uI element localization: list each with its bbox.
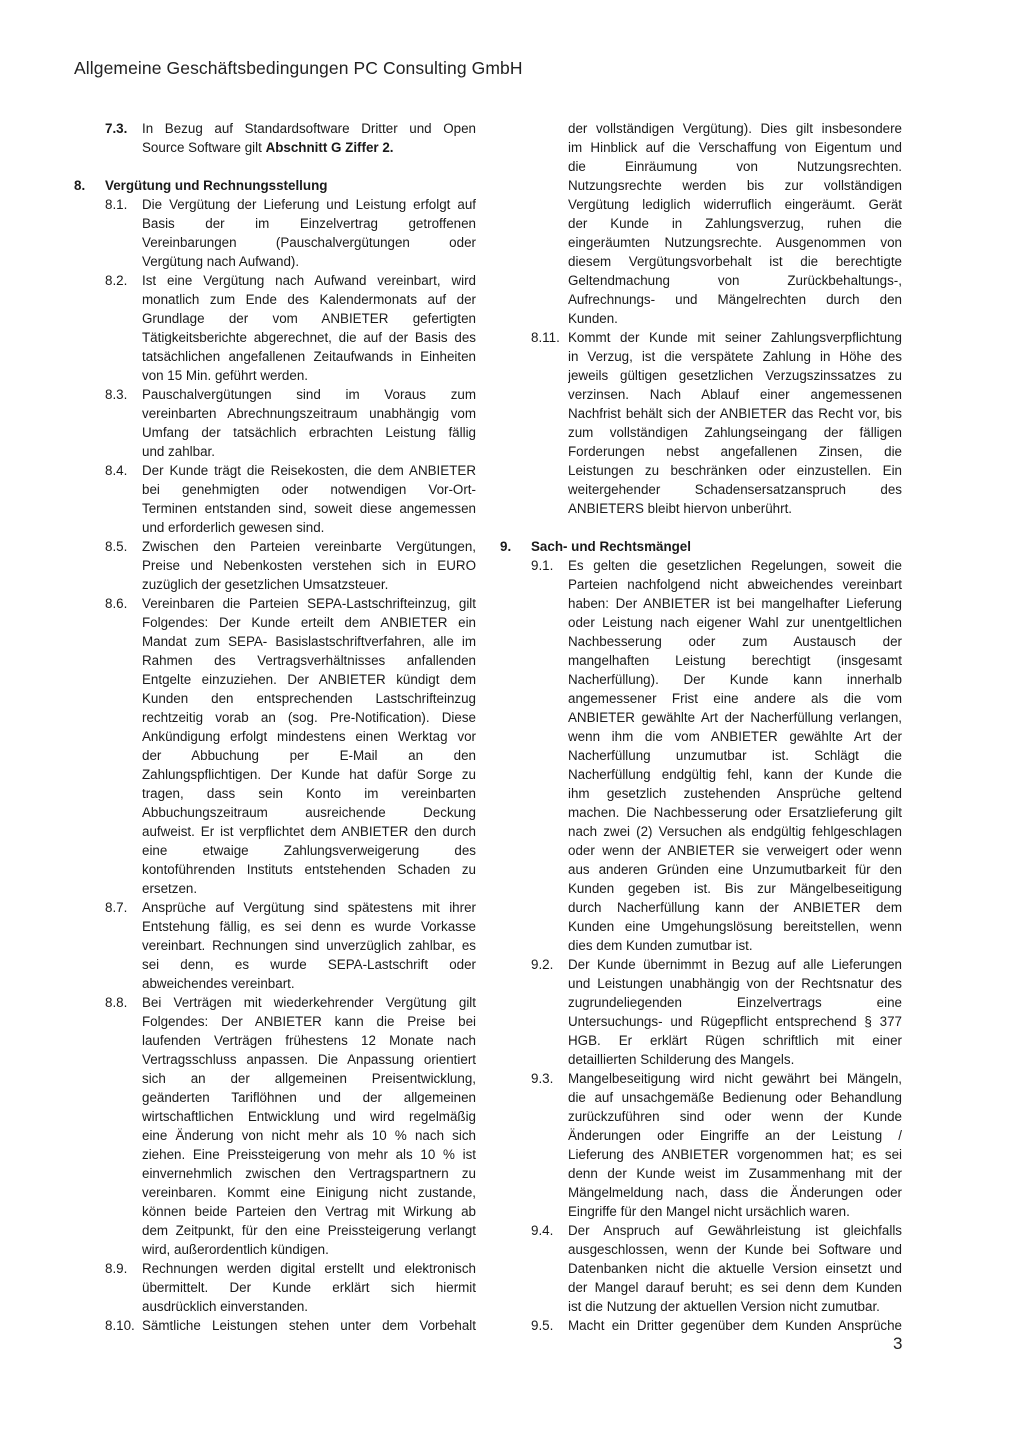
clause-line xyxy=(74,385,476,404)
clause-line xyxy=(500,746,902,765)
section-title: Vergütung und Rechnungsstellung xyxy=(105,178,328,193)
clause-text: und Leistungen unabhängig von der Rechtsnatur des xyxy=(568,976,902,991)
clause-line xyxy=(74,1145,476,1164)
clause-text: Vergütung nach Aufwand). xyxy=(142,254,300,269)
clause-text: Entstehung fällig, es sei denn es wurde Vorkasse xyxy=(142,919,476,934)
clause-item xyxy=(500,1316,902,1335)
clause-line xyxy=(500,1031,902,1050)
clause-text: Der Anspruch auf Gewährleistung ist gleichfalls xyxy=(568,1223,902,1238)
clause-text: kontoführenden Instituts entstehenden Schaden zu xyxy=(142,862,476,877)
clause-line xyxy=(500,1012,902,1031)
paragraph-spacer xyxy=(74,157,476,176)
clause-text: Der Kunde trägt die Reisekosten, die dem ANBIETER xyxy=(142,463,476,478)
right-column xyxy=(500,119,902,1335)
clause-text: Mängelmeldung nach, dass die Änderungen oder xyxy=(568,1185,902,1200)
clause-text: aufweist. Er ist verpflichtet dem ANBIETER den durch xyxy=(142,824,476,839)
clause-item xyxy=(500,119,902,328)
clause-line xyxy=(74,480,476,499)
clause-number: 8.4. xyxy=(105,463,128,478)
clause-item xyxy=(74,898,476,993)
clause-line xyxy=(500,1145,902,1164)
clause-line xyxy=(74,746,476,765)
clause-line xyxy=(500,594,902,613)
clause-text: zum vollständigen Zahlungseingang der fälligen xyxy=(568,425,902,440)
clause-line xyxy=(500,1050,902,1069)
clause-line xyxy=(500,670,902,689)
clause-text: und zahlbar. xyxy=(142,444,215,459)
clause-line xyxy=(500,1278,902,1297)
clause-line xyxy=(500,1088,902,1107)
clause-text: eingeräumten Nutzungsrechte. Ausgenommen von xyxy=(568,235,902,250)
clause-text: abweichendes vereinbart. xyxy=(142,976,295,991)
clause-line xyxy=(500,1316,902,1335)
clause-text: ersetzen. xyxy=(142,881,198,896)
clause-text: detaillierten Schilderung des Mangels. xyxy=(568,1052,795,1067)
clause-line xyxy=(74,765,476,784)
clause-line xyxy=(500,651,902,670)
clause-line xyxy=(74,575,476,594)
section-number: 9. xyxy=(500,539,512,554)
clause-line xyxy=(74,252,476,271)
clause-text: Aufrechnungs- und Mängelrechten durch den xyxy=(568,292,902,307)
clause-number: 8.8. xyxy=(105,995,128,1010)
clause-item xyxy=(74,461,476,537)
clause-line xyxy=(74,1126,476,1145)
page-number: 3 xyxy=(893,1334,903,1353)
clause-line xyxy=(500,214,902,233)
clause-line xyxy=(500,119,902,138)
section-heading xyxy=(74,176,476,195)
clause-text: zurückzuführen sind oder wenn der Kunde xyxy=(568,1109,902,1124)
clause-text: Forderungen nebst angefallenen Zinsen, die xyxy=(568,444,902,459)
clause-line xyxy=(500,138,902,157)
clause-line xyxy=(74,613,476,632)
clause-text: Tätigkeitsberichte abgerechnet, die auf der Basis des xyxy=(142,330,476,345)
clause-line xyxy=(74,271,476,290)
clause-line xyxy=(500,575,902,594)
clause-line xyxy=(74,347,476,366)
clause-line xyxy=(74,1164,476,1183)
section-number: 8. xyxy=(74,178,86,193)
clause-text: jeweils gültigen gesetzlichen Verzugszinssatzes zu xyxy=(568,368,902,383)
clause-text: aus anderen Gründen eine Unzumutbarkeit für den xyxy=(568,862,902,877)
clause-line xyxy=(74,309,476,328)
clause-line xyxy=(74,1050,476,1069)
clause-line xyxy=(500,860,902,879)
clause-text: angemessener Frist eine andere als die vom xyxy=(568,691,902,706)
clause-line xyxy=(500,689,902,708)
clause-text: Vereinbarungen (Pauschalvergütungen oder xyxy=(142,235,476,250)
clause-text: Vereinbaren die Parteien SEPA-Lastschrifteinzug, gilt xyxy=(142,596,476,611)
clause-item xyxy=(74,1259,476,1316)
clause-text: vereinbart. Rechnungen sind unverzüglich zahlbar, es xyxy=(142,938,476,953)
clause-line xyxy=(74,214,476,233)
clause-line xyxy=(500,271,902,290)
clause-text: HGB. Er erklärt Rügen schriftlich mit einer xyxy=(568,1033,902,1048)
clause-text: eine Änderung von nicht mehr als 10 % nach sich xyxy=(142,1128,476,1143)
clause-text: Die Vergütung der Lieferung und Leistung erfolgt auf xyxy=(142,197,476,212)
clause-line xyxy=(74,879,476,898)
clause-line xyxy=(500,347,902,366)
clause-text: rechtzeitig vorab an (sog. Pre-Notification). Diese xyxy=(142,710,476,725)
clause-text: der Abbuchung per E-Mail an den xyxy=(142,748,476,763)
clause-text: und erforderlich gewesen sind. xyxy=(142,520,325,535)
clause-line xyxy=(500,1164,902,1183)
clause-line xyxy=(500,442,902,461)
clause-line xyxy=(74,1259,476,1278)
clause-line xyxy=(74,1088,476,1107)
clause-text: Kunden eine Umgehungslösung bereitstellen, wenn xyxy=(568,919,902,934)
clause-text: mangelhaften Leistung berechtigt (insgesamt xyxy=(568,653,902,668)
clause-line xyxy=(74,461,476,480)
clause-item xyxy=(500,1069,902,1221)
clause-text: Kunden gegeben ist. Bis zur Mängelbeseitigung xyxy=(568,881,902,896)
clause-line xyxy=(74,594,476,613)
clause-line xyxy=(74,1316,476,1335)
clause-line xyxy=(74,1278,476,1297)
clause-line xyxy=(74,974,476,993)
clause-number: 8.10. xyxy=(105,1318,135,1333)
clause-line xyxy=(500,917,902,936)
clause-line xyxy=(74,841,476,860)
clause-text: oder wenn der ANBIETER sie verweigert oder wenn xyxy=(568,843,902,858)
clause-line xyxy=(500,1297,902,1316)
clause-item xyxy=(500,1221,902,1316)
clause-text: dies dem Kunden zumutbar ist. xyxy=(568,938,753,953)
clause-line xyxy=(74,784,476,803)
clause-line xyxy=(500,1183,902,1202)
clause-text: der vollständigen Vergütung). Dies gilt insbesondere xyxy=(568,121,902,136)
clause-text: Es gelten die gesetzlichen Regelungen, soweit die xyxy=(568,558,902,573)
section-heading xyxy=(500,537,902,556)
clause-text: sich an der allgemeinen Preisentwicklung, xyxy=(142,1071,476,1086)
clause-line xyxy=(500,404,902,423)
clause-text: Untersuchungs- und Rügepflicht entsprechend § 377 xyxy=(568,1014,902,1029)
clause-text: Sämtliche Leistungen stehen unter dem Vorbehalt xyxy=(142,1318,476,1333)
clause-number: 8.7. xyxy=(105,900,128,915)
clause-number: 7.3. xyxy=(105,121,128,136)
clause-line xyxy=(500,423,902,442)
clause-line xyxy=(74,898,476,917)
clause-text: Nacherfüllung unzumutbar ist. Schlägt die xyxy=(568,748,902,763)
clause-line xyxy=(74,233,476,252)
clause-item xyxy=(74,195,476,271)
clause-item xyxy=(74,993,476,1259)
clause-line xyxy=(500,1259,902,1278)
clause-text: Datenbanken nicht die aktuelle Version einsetzt und xyxy=(568,1261,902,1276)
clause-line xyxy=(500,1240,902,1259)
clause-item xyxy=(500,328,902,518)
clause-line xyxy=(74,138,476,157)
document-header-title: Allgemeine Geschäftsbedingungen PC Consulting GmbH xyxy=(74,58,523,78)
clause-line xyxy=(500,461,902,480)
clause-text: ihm gesetzlich zustehenden Ansprüche geltend xyxy=(568,786,902,801)
clause-line xyxy=(500,1069,902,1088)
clause-line xyxy=(500,176,902,195)
clause-item xyxy=(74,119,476,157)
clause-text: verzinsen. Nach Ablauf einer angemessenen xyxy=(568,387,902,402)
clause-text: Nachfrist behält sich der ANBIETER das Recht vor, bis xyxy=(568,406,902,421)
clause-text: wirtschaftlichen Entwicklung und wird regelmäßig xyxy=(142,1109,476,1124)
clause-text: zugrundeliegenden Einzelvertrags eine xyxy=(568,995,902,1010)
clause-number: 8.1. xyxy=(105,197,128,212)
clause-text: Änderungen oder Eingriffe an der Leistung / xyxy=(568,1128,902,1143)
clause-line xyxy=(74,1107,476,1126)
clause-line xyxy=(74,860,476,879)
clause-line xyxy=(500,613,902,632)
clause-text: Terminen entstanden sind, soweit diese angemessen xyxy=(142,501,476,516)
clause-line xyxy=(500,974,902,993)
clause-text: Mangelbeseitigung wird nicht gewährt bei Mängeln, xyxy=(568,1071,902,1086)
clause-text: Bei Verträgen mit wiederkehrender Vergütung gilt xyxy=(142,995,476,1010)
clause-text: eine etwaige Zahlungsverweigerung des xyxy=(142,843,476,858)
clause-line xyxy=(74,708,476,727)
clause-text: geänderten Tariflöhnen und der allgemeinen xyxy=(142,1090,476,1105)
clause-text: monatlich zum Ende des Kalendermonats auf der xyxy=(142,292,476,307)
clause-line xyxy=(500,898,902,917)
clause-text: die auf unsachgemäße Bedienung oder Behandlung xyxy=(568,1090,902,1105)
clause-text: Macht ein Dritter gegenüber dem Kunden Ansprüche xyxy=(568,1318,902,1333)
clause-text: Parteien nachfolgend nicht abweichendes vereinbart xyxy=(568,577,902,592)
clause-text: In Bezug auf Standardsoftware Dritter und Open xyxy=(142,121,476,136)
clause-text: haben: Der ANBIETER ist bei mangelhafter Lieferung xyxy=(568,596,902,611)
clause-text: im Hinblick auf die Verschaffung von Eigentum und xyxy=(568,140,902,155)
clause-text: Mandat zum SEPA- Basislastschriftverfahren, alle im xyxy=(142,634,476,649)
clause-line xyxy=(500,480,902,499)
clause-text: Ansprüche auf Vergütung sind spätestens mit ihrer xyxy=(142,900,476,915)
clause-text: Der Kunde übernimmt in Bezug auf alle Lieferungen xyxy=(568,957,902,972)
clause-line xyxy=(500,309,902,328)
clause-text: Nacherfüllung). Der Kunde kann innerhalb xyxy=(568,672,902,687)
clause-line xyxy=(500,803,902,822)
clause-number: 9.1. xyxy=(531,558,554,573)
clause-line xyxy=(74,556,476,575)
clause-number: 8.2. xyxy=(105,273,128,288)
clause-text: Grundlage der vom ANBIETER gefertigten xyxy=(142,311,476,326)
clause-line xyxy=(74,803,476,822)
clause-text: die Einräumung von Nutzungsrechten. xyxy=(568,159,902,174)
clause-item xyxy=(500,556,902,955)
clause-line xyxy=(74,822,476,841)
clause-text: der Mangel darauf beruht; es sei denn dem Kunden xyxy=(568,1280,902,1295)
clause-line xyxy=(500,499,902,518)
clause-line xyxy=(74,727,476,746)
clause-text: der Kunde in Zahlungsverzug, ruhen die xyxy=(568,216,902,231)
clause-number: 8.6. xyxy=(105,596,128,611)
clause-line xyxy=(500,385,902,404)
clause-line xyxy=(74,537,476,556)
clause-text: Zwischen den Parteien vereinbarte Vergütungen, xyxy=(142,539,476,554)
clause-line xyxy=(500,727,902,746)
clause-line xyxy=(74,689,476,708)
clause-text: diesem Vergütungsvorbehalt ist die berechtigte xyxy=(568,254,902,269)
clause-text: nach zwei (2) Versuchen als endgültig fehlgeschlagen xyxy=(568,824,902,839)
clause-line xyxy=(500,556,902,575)
clause-text: Abbuchungszeitraum ausreichende Deckung xyxy=(142,805,476,820)
clause-line xyxy=(74,955,476,974)
clause-text: wenn ihm die vom ANBIETER gewählte Art der xyxy=(568,729,902,744)
clause-line xyxy=(500,765,902,784)
clause-text: Nacherfüllung endgültig fehl, kann der Kunde die xyxy=(568,767,902,782)
clause-text: Zahlungspflichtigen. Der Kunde hat dafür Sorge zu xyxy=(142,767,476,782)
clause-line xyxy=(74,328,476,347)
clause-line xyxy=(500,1221,902,1240)
clause-line xyxy=(500,708,902,727)
clause-line xyxy=(74,1221,476,1240)
clause-text: ist die Nutzung der aktuellen Version nicht zumutbar. xyxy=(568,1299,880,1314)
clause-line xyxy=(74,1297,476,1316)
clause-line xyxy=(74,119,476,138)
clause-text: laufenden Verträgen frühestens 12 Monate nach xyxy=(142,1033,476,1048)
clause-line xyxy=(74,1069,476,1088)
clause-text: tatsächlichen angefallenen Zeitaufwands in Einheiten xyxy=(142,349,476,364)
clause-text: ausdrücklich einverstanden. xyxy=(142,1299,308,1314)
clause-line xyxy=(500,879,902,898)
clause-line xyxy=(74,651,476,670)
clause-number: 8.11. xyxy=(531,330,560,345)
clause-line xyxy=(500,993,902,1012)
clause-line xyxy=(500,841,902,860)
section-title: Sach- und Rechtsmängel xyxy=(531,539,691,554)
clause-number: 9.3. xyxy=(531,1071,554,1086)
clause-number: 9.2. xyxy=(531,957,554,972)
clause-line xyxy=(500,1107,902,1126)
clause-text: Pauschalvergütungen sind im Voraus zum xyxy=(142,387,476,402)
clause-text: Leistungen zu beschränken oder einzustellen. Ein xyxy=(568,463,902,478)
clause-line xyxy=(74,1183,476,1202)
clause-text: Ist eine Vergütung nach Aufwand vereinbart, wird xyxy=(142,273,476,288)
clause-text: Source Software gilt Abschnitt G Ziffer 2. xyxy=(142,140,394,155)
clause-text: machen. Die Nachbesserung oder Ersatzlieferung gilt xyxy=(568,805,902,820)
clause-line xyxy=(74,290,476,309)
clause-line xyxy=(500,955,902,974)
clause-text: ANBIETER gewählte Art der Nacherfüllung verlangen, xyxy=(568,710,902,725)
left-column xyxy=(74,119,476,1335)
clause-line xyxy=(74,195,476,214)
clause-text: vereinbaren. Kommt eine Einigung nicht zustande, xyxy=(142,1185,476,1200)
clause-line xyxy=(500,328,902,347)
clause-text: dem Zeitpunkt, für den eine Preissteigerung verlangt xyxy=(142,1223,476,1238)
clause-text: denn der Kunde weist im Zusammenhang mit der xyxy=(568,1166,902,1181)
clause-text: übermittelt. Der Kunde erklärt sich hiermit xyxy=(142,1280,476,1295)
clause-text: Preise und Nebenkosten verstehen sich in EURO xyxy=(142,558,476,573)
clause-line xyxy=(500,1202,902,1221)
clause-item xyxy=(74,594,476,898)
clause-line xyxy=(74,936,476,955)
clause-text: Folgendes: Der ANBIETER kann die Preise bei xyxy=(142,1014,476,1029)
clause-number: 8.9. xyxy=(105,1261,128,1276)
clause-text: ANBIETERS bleibt hiervon unberührt. xyxy=(568,501,793,516)
clause-text: vereinbarten Abrechnungszeitraum unabhängig vom xyxy=(142,406,476,421)
clause-text: Ankündigung erfolgt mindestens einen Werktag vor xyxy=(142,729,476,744)
clause-item xyxy=(74,537,476,594)
clause-line xyxy=(500,195,902,214)
clause-text: tragen, dass sein Konto im vereinbarten xyxy=(142,786,476,801)
clause-text: sei denn, es wurde SEPA-Lastschrift oder xyxy=(142,957,476,972)
clause-line xyxy=(500,252,902,271)
clause-line xyxy=(74,366,476,385)
clause-line xyxy=(74,423,476,442)
clause-line xyxy=(500,632,902,651)
clause-line xyxy=(74,917,476,936)
clause-line xyxy=(500,157,902,176)
clause-text: von 15 Min. geführt werden. xyxy=(142,368,308,383)
clause-text: Folgendes: Der Kunde erteilt dem ANBIETER ein xyxy=(142,615,476,630)
clause-text: Umfang der tatsächlich erbrachten Leistung fällig xyxy=(142,425,476,440)
clause-line xyxy=(500,290,902,309)
clause-text: Vertragsschluss anpassen. Die Anpassung orientiert xyxy=(142,1052,476,1067)
clause-text: Kunden den entsprechenden Lastschrifteinzug xyxy=(142,691,476,706)
clause-line xyxy=(500,366,902,385)
clause-line xyxy=(74,499,476,518)
clause-line xyxy=(500,233,902,252)
clause-line xyxy=(74,1031,476,1050)
clause-item xyxy=(74,385,476,461)
clause-line xyxy=(74,993,476,1012)
clause-number: 8.5. xyxy=(105,539,128,554)
clause-text: Entgelte einzuziehen. Der ANBIETER kündigt dem xyxy=(142,672,476,687)
clause-line xyxy=(500,784,902,803)
clause-line xyxy=(74,1012,476,1031)
clause-number: 8.3. xyxy=(105,387,128,402)
clause-text: Geltendmachung von Zurückbehaltungs-, xyxy=(568,273,902,288)
clause-text: zuzüglich der gesetzlichen Umsatzsteuer. xyxy=(142,577,389,592)
clause-item xyxy=(74,271,476,385)
bold-reference: Abschnitt G Ziffer 2. xyxy=(265,140,394,155)
clause-text: in Verzug, ist die verspätete Zahlung in Höhe des xyxy=(568,349,902,364)
clause-text: Rahmen des Vertragsverhältnisses anfallenden xyxy=(142,653,476,668)
clause-text: Kommt der Kunde mit seiner Zahlungsverpflichtung xyxy=(568,330,902,345)
clause-text: Lieferung des ANBIETER vorgenommen hat; es sei xyxy=(568,1147,902,1162)
clause-line xyxy=(74,1202,476,1221)
clause-line xyxy=(74,442,476,461)
clause-line xyxy=(74,632,476,651)
clause-line xyxy=(500,936,902,955)
clause-text: bei genehmigten oder notwendigen Vor-Ort- xyxy=(142,482,476,497)
clause-number: 9.5. xyxy=(531,1318,554,1333)
clause-text: einvernehmlich zwischen den Vertragspartnern zu xyxy=(142,1166,476,1181)
clause-line xyxy=(500,822,902,841)
clause-text: Basis der im Einzelvertrag getroffenen xyxy=(142,216,476,231)
clause-text: Nutzungsrechte werden bis zur vollständigen xyxy=(568,178,902,193)
clause-line xyxy=(74,518,476,537)
clause-text: Vergütung lediglich widerruflich eingeräumt. Gerät xyxy=(568,197,902,212)
clause-text: ausgeschlossen, wenn der Kunde bei Software und xyxy=(568,1242,902,1257)
clause-text: ziehen. Eine Preissteigerung von mehr als 10 % ist xyxy=(142,1147,476,1162)
clause-text: weitergehender Schadensersatzanspruch des xyxy=(568,482,902,497)
clause-text: Nachbesserung oder zum Austausch der xyxy=(568,634,902,649)
clause-number: 9.4. xyxy=(531,1223,554,1238)
clause-item xyxy=(500,955,902,1069)
clause-text: können beide Parteien den Vertrag mit Wirkung ab xyxy=(142,1204,476,1219)
clause-line xyxy=(74,670,476,689)
clause-line xyxy=(500,1126,902,1145)
clause-text: Kunden. xyxy=(568,311,618,326)
clause-item xyxy=(74,1316,476,1335)
clause-text: Eingriffe für den Mangel nicht ursächlich waren. xyxy=(568,1204,850,1219)
paragraph-spacer xyxy=(500,518,902,537)
clause-text: wird, außerordentlich kündigen. xyxy=(142,1242,329,1257)
clause-line xyxy=(74,1240,476,1259)
clause-text: durch Nacherfüllung kann der ANBIETER dem xyxy=(568,900,902,915)
clause-text: oder Leistung nach eigener Wahl zur unentgeltlichen xyxy=(568,615,902,630)
clause-text: Rechnungen werden digital erstellt und elektronisch xyxy=(142,1261,476,1276)
clause-line xyxy=(74,404,476,423)
